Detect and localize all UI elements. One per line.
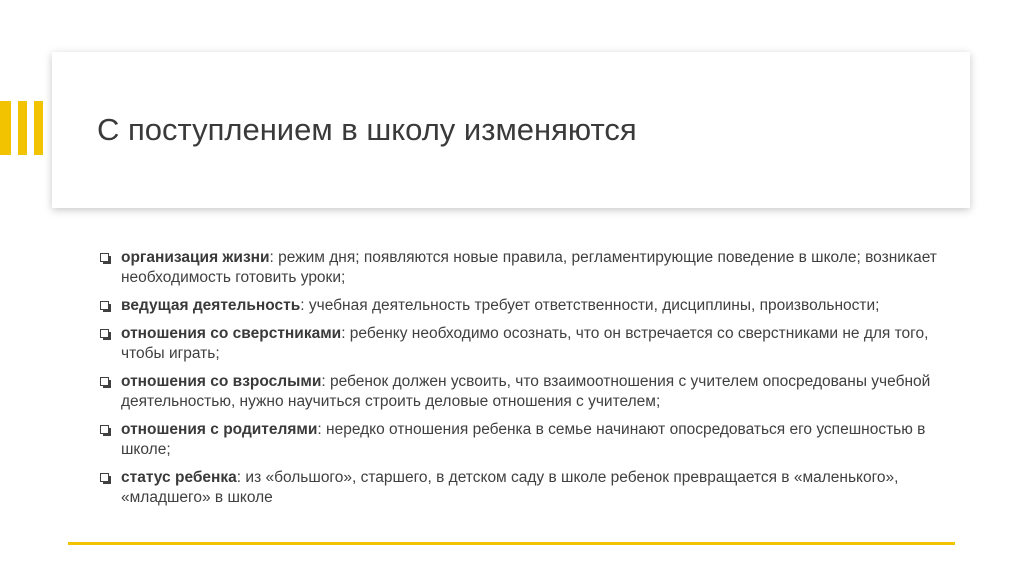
list-item-term: отношения со взрослыми	[121, 373, 322, 390]
list-item-description: : из «большого», старшего, в детском саду в школе ребенок превращается в «маленького», «младшего» в школе	[121, 469, 899, 506]
list-item-text	[121, 324, 940, 364]
checkbox-square-icon	[100, 425, 109, 434]
list-item-description: : ребенку необходимо осознать, что он встречается со сверстниками не для того, чтобы играть;	[121, 325, 929, 362]
list-item-description: : режим дня; появляются новые правила, регламентирующие поведение в школе; возникает необходимость готовить уроки;	[121, 249, 937, 286]
list-item	[100, 248, 940, 288]
list-item	[100, 420, 940, 460]
list-item	[100, 324, 940, 364]
checkbox-square-icon	[100, 473, 109, 482]
list-item-text	[121, 420, 940, 460]
list-item-description: : нередко отношения ребенка в семье начинают опосредоваться его успешностью в школе;	[121, 421, 926, 458]
list-item	[100, 296, 940, 316]
list-item-text	[121, 372, 940, 412]
list-item-text	[121, 248, 940, 288]
list-item-term: ведущая деятельность	[121, 297, 301, 314]
list-item-term: статус ребенка	[121, 469, 237, 486]
list-item	[100, 372, 940, 412]
list-item-description: : ребенок должен усвоить, что взаимоотношения с учителем опосредованы учебной деятельностью, нужно научиться строить деловые отношения с учителем;	[121, 373, 931, 410]
list-item	[100, 468, 940, 508]
bullet-list	[100, 248, 940, 516]
accent-bar	[0, 101, 11, 155]
accent-bar	[34, 101, 43, 155]
accent-bar	[18, 101, 27, 155]
list-item-text	[121, 296, 879, 316]
list-item-description: : учебная деятельность требует ответственности, дисциплины, произвольности;	[300, 297, 880, 314]
accent-bars	[0, 101, 43, 155]
checkbox-square-icon	[100, 377, 109, 386]
list-item-term: отношения со сверстниками	[121, 325, 342, 342]
list-item-term: организация жизни	[121, 249, 270, 266]
checkbox-square-icon	[100, 253, 109, 262]
list-item-term: отношения с родителями	[121, 421, 318, 438]
bottom-accent-line	[68, 542, 955, 545]
slide-title: С поступлением в школу изменяются	[97, 112, 637, 147]
checkbox-square-icon	[100, 329, 109, 338]
list-item-text	[121, 468, 940, 508]
checkbox-square-icon	[100, 301, 109, 310]
